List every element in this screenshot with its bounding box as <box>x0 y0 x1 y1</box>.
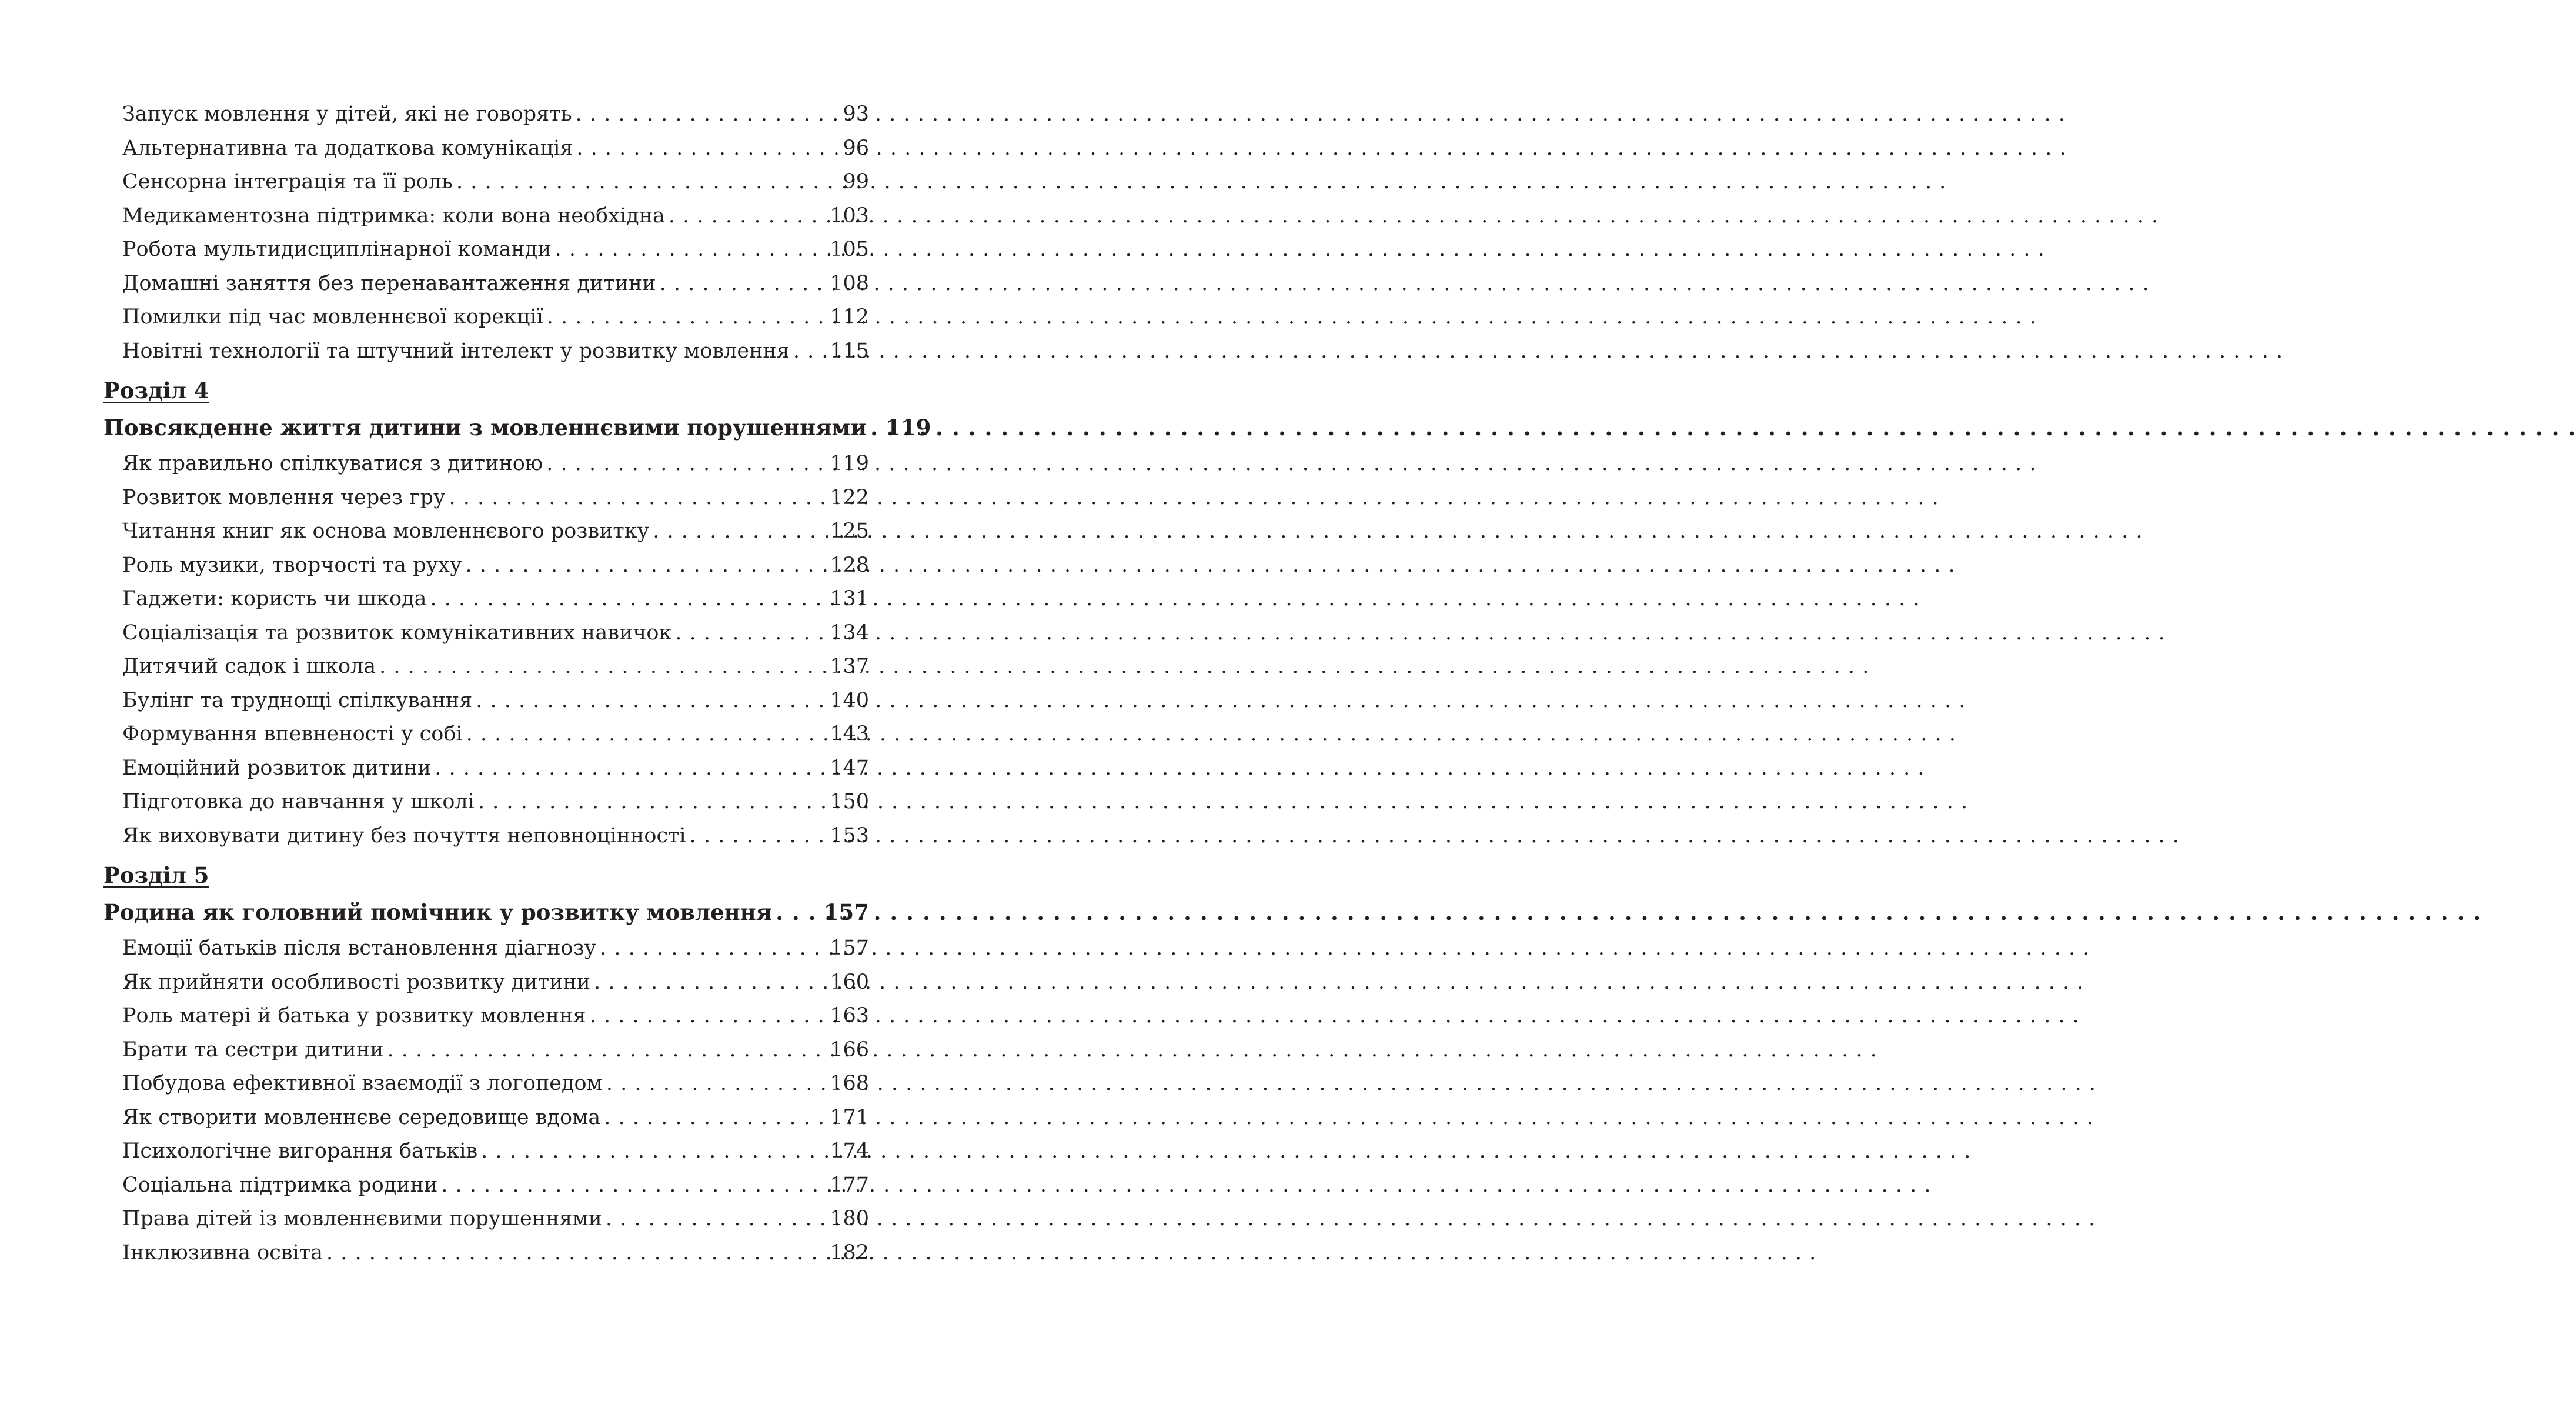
toc-entry <box>103 752 869 786</box>
toc-entry <box>103 1236 869 1270</box>
toc-entry-page: 143 <box>830 722 869 746</box>
toc-entry-title: Булінг та труднощі спілкування <box>122 688 473 712</box>
dot-leader <box>576 98 840 132</box>
chapter-page: 157 <box>823 899 869 925</box>
toc-entry-title: Соціалізація та розвиток комунікативних навичок <box>122 621 672 645</box>
toc-entry <box>103 1067 869 1101</box>
toc-entry-page: 147 <box>830 756 869 780</box>
toc-entry <box>103 447 869 481</box>
dot-leader <box>326 1236 826 1270</box>
toc-entry-page: 157 <box>830 936 869 960</box>
toc-entry-title: Як правильно спілкуватися з дитиною <box>122 452 543 475</box>
table-of-contents <box>103 98 931 1270</box>
toc-entry <box>103 582 869 616</box>
dot-leader <box>675 616 826 651</box>
toc-entry-page: 174 <box>830 1139 869 1163</box>
dot-leader <box>478 785 826 819</box>
dot-leader <box>387 1033 827 1068</box>
toc-entry-title: Сенсорна інтеграція та її роль <box>122 170 453 194</box>
toc-entry <box>103 335 869 369</box>
toc-entry-page: 153 <box>830 823 869 848</box>
toc-entry-title: Роль музики, творчості та руху <box>122 553 462 577</box>
toc-entry <box>103 819 869 853</box>
toc-entry <box>103 718 869 752</box>
toc-entry-title: Запуск мовлення у дітей, які не говорять <box>122 102 572 126</box>
toc-entry <box>103 684 869 718</box>
toc-entry-title: Новітні технології та штучний інтелект у розвитку мовлення <box>122 339 790 363</box>
dot-leader <box>481 1135 826 1169</box>
dot-leader <box>600 932 826 966</box>
dot-leader <box>690 819 827 853</box>
toc-entry-page: 134 <box>830 621 869 645</box>
dot-leader <box>456 165 839 199</box>
toc-entry-page: 182 <box>830 1240 869 1265</box>
toc-entry-title: Робота мультидисциплінарної команди <box>122 238 552 261</box>
toc-entry-title: Домашні заняття без перенавантаження дитини <box>122 271 656 295</box>
toc-entry-page: 140 <box>830 688 869 712</box>
toc-entry <box>103 98 869 132</box>
dot-leader <box>555 233 827 267</box>
toc-entry <box>103 1033 869 1068</box>
toc-entry-page: 105 <box>830 238 869 261</box>
toc-entry-page: 160 <box>830 970 869 994</box>
toc-entry-page: 150 <box>830 790 869 813</box>
dot-leader <box>870 408 882 447</box>
toc-chapter-4 <box>103 373 931 853</box>
dot-leader <box>793 335 826 369</box>
toc-entry <box>103 233 869 267</box>
toc-entry <box>103 199 869 234</box>
chapter-title-row <box>103 893 869 932</box>
chapter-page: 119 <box>886 415 931 441</box>
dot-leader <box>465 549 826 583</box>
toc-entry-title: Інклюзивна освіта <box>122 1240 323 1265</box>
dot-leader <box>660 267 827 301</box>
toc-entry <box>103 301 869 335</box>
toc-entry-page: 125 <box>830 519 869 543</box>
toc-entry <box>103 132 869 166</box>
dot-leader <box>441 1169 826 1203</box>
dot-leader <box>606 1202 826 1236</box>
toc-entry <box>103 165 869 199</box>
dot-leader <box>669 199 826 234</box>
toc-entry <box>103 616 869 651</box>
toc-entry-title: Емоційний розвиток дитини <box>122 756 432 780</box>
dot-leader <box>435 752 826 786</box>
toc-entry-title: Емоції батьків після встановлення діагнозу <box>122 936 597 960</box>
dot-leader <box>606 1067 826 1101</box>
toc-entry-page: 99 <box>843 170 869 194</box>
toc-entry-page: 168 <box>830 1072 869 1095</box>
toc-entry-title: Права дітей із мовленнєвими порушеннями <box>122 1207 603 1230</box>
toc-entry <box>103 650 869 684</box>
toc-entry-title: Дитячий садок і школа <box>122 655 376 678</box>
toc-entry <box>103 1135 869 1169</box>
toc-chapter-5 <box>103 858 869 1270</box>
toc-entry <box>103 966 869 1000</box>
toc-entry-page: 131 <box>830 587 869 611</box>
dot-leader <box>653 515 826 549</box>
chapter-label <box>103 858 869 893</box>
toc-entry-title: Як створити мовленнєве середовище вдома <box>122 1105 601 1129</box>
toc-entry-page: 177 <box>830 1173 869 1197</box>
chapter-title-row <box>103 408 931 447</box>
dot-leader <box>476 684 826 718</box>
toc-entry-title: Помилки під час мовленнєвої корекції <box>122 305 543 329</box>
toc-entry-page: 115 <box>830 339 869 363</box>
chapter-label <box>103 373 869 408</box>
toc-entry-page: 96 <box>843 136 869 160</box>
toc-entry <box>103 515 869 549</box>
toc-entry-page: 137 <box>830 655 869 678</box>
toc-entry <box>103 481 869 515</box>
dot-leader <box>604 1101 826 1135</box>
toc-entry-title: Альтернативна та додаткова комунікація <box>122 136 573 160</box>
dot-leader <box>547 301 826 335</box>
toc-entry-title: Як виховувати дитину без почуття неповноцінності <box>122 823 686 848</box>
toc-entry-page: 93 <box>843 102 869 126</box>
dot-leader <box>546 447 826 481</box>
toc-entry-title: Формування впевненості у собі <box>122 722 463 746</box>
toc-entry-page: 119 <box>830 452 869 475</box>
toc-entry <box>103 1101 869 1135</box>
dot-leader <box>590 999 827 1033</box>
toc-entry-title: Побудова ефективної взаємодії з логопедом <box>122 1072 603 1095</box>
dot-leader <box>466 718 827 752</box>
toc-entry <box>103 999 869 1033</box>
chapter-label-text: Розділ 4 <box>103 378 209 403</box>
chapter-title: Родина як головний помічник у розвитку мовлення <box>103 899 773 925</box>
dot-leader <box>776 893 820 932</box>
toc-entry-title: Розвиток мовлення через гру <box>122 485 446 509</box>
dot-leader <box>379 650 826 684</box>
toc-entry-title: Брати та сестри дитини <box>122 1038 384 1062</box>
toc-entry-page: 180 <box>830 1207 869 1230</box>
toc-entry-page: 103 <box>830 204 869 228</box>
toc-entry-title: Соціальна підтримка родини <box>122 1173 438 1197</box>
toc-entry-title: Психологічне вигорання батьків <box>122 1139 478 1163</box>
toc-entry <box>103 932 869 966</box>
dot-leader <box>594 966 826 1000</box>
chapter-label-text: Розділ 5 <box>103 862 209 888</box>
chapter-title: Повсякденне життя дитини з мовленнєвими порушеннями <box>103 415 867 441</box>
toc-entry-title: Як прийняти особливості розвитку дитини <box>122 970 591 994</box>
toc-section-continued <box>103 98 869 368</box>
dot-leader <box>576 132 839 166</box>
toc-entry-page: 122 <box>830 485 869 509</box>
toc-entry-title: Читання книг як основа мовленнєвого розвитку <box>122 519 650 543</box>
toc-entry-title: Роль матері й батька у розвитку мовлення <box>122 1004 586 1028</box>
toc-entry <box>103 267 869 301</box>
toc-entry-page: 108 <box>830 271 869 295</box>
toc-entry-title: Гаджети: користь чи шкода <box>122 587 427 611</box>
toc-entry <box>103 785 869 819</box>
toc-entry <box>103 549 869 583</box>
toc-entry-page: 163 <box>830 1004 869 1028</box>
toc-entry-page: 171 <box>830 1105 869 1129</box>
toc-entry-page: 166 <box>830 1038 869 1062</box>
toc-entry-title: Медикаментозна підтримка: коли вона необхідна <box>122 204 665 228</box>
toc-entry <box>103 1169 869 1203</box>
toc-entry-title: Підготовка до навчання у школі <box>122 790 475 813</box>
toc-entry-page: 112 <box>830 305 869 329</box>
dot-leader <box>449 481 827 515</box>
dot-leader <box>430 582 826 616</box>
toc-entry <box>103 1202 869 1236</box>
toc-entry-page: 128 <box>830 553 869 577</box>
